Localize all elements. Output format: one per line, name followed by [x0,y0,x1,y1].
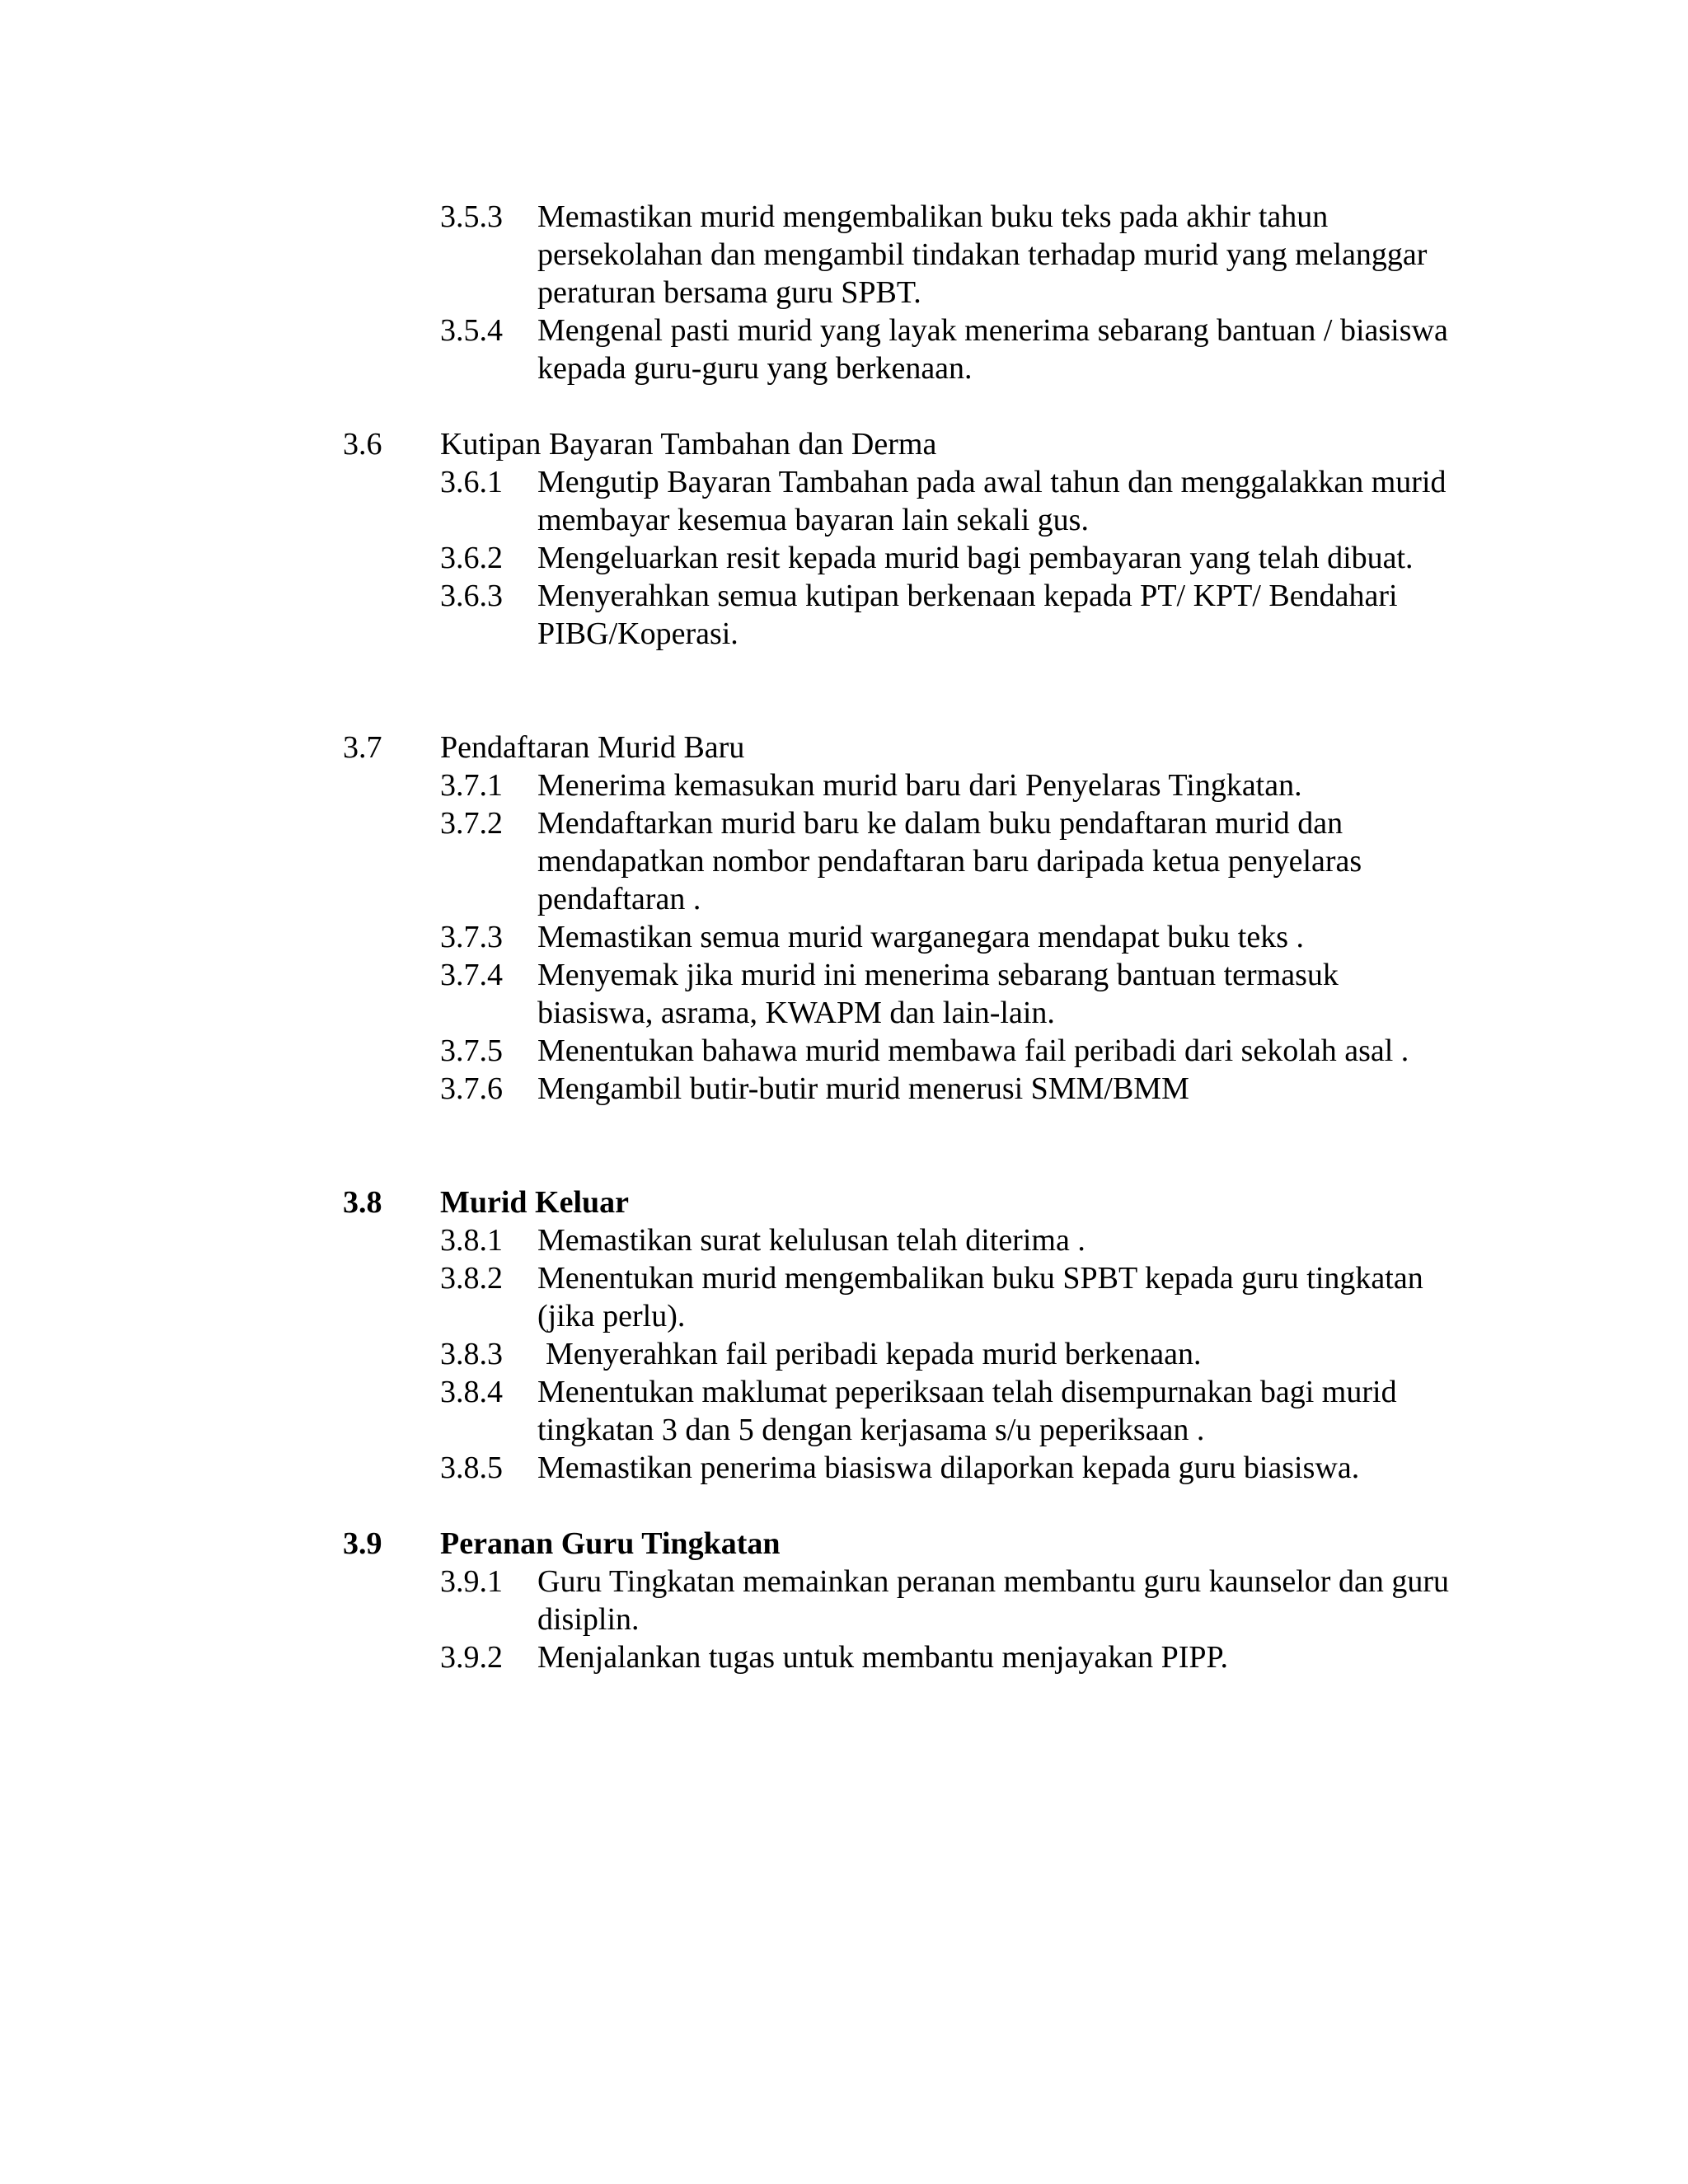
item-text: Mengenal pasti murid yang layak menerima sebarang bantuan / biasiswa kepada guru-guru yang berkenaan. [537,313,1448,386]
item-text: Memastikan murid mengembalikan buku teks pada akhir tahun persekolahan dan mengambil tindakan terhadap murid yang melanggar peraturan bersama guru SPBT. [537,199,1428,310]
item-number: 3.8.2 [440,1261,503,1296]
section-heading [343,425,1456,463]
section-heading [343,1525,1456,1563]
item-text: Menentukan bahawa murid membawa fail peribadi dari sekolah asal . [537,1033,1409,1068]
item-text: Menyerahkan fail peribadi kepada murid berkenaan. [546,1337,1202,1371]
item-number: 3.8.1 [440,1223,503,1258]
section-number: 3.9 [343,1526,382,1561]
section-number: 3.6 [343,427,382,462]
list-item-3-7-2 [440,804,1456,918]
item-number: 3.7.3 [440,920,503,954]
section-number: 3.8 [343,1185,382,1220]
item-number: 3.5.3 [440,199,503,234]
item-number: 3.8.3 [440,1337,503,1371]
item-text: Memastikan surat kelulusan telah diterima . [537,1223,1085,1258]
item-text: Mengambil butir-butir murid menerusi SMM/BMM [537,1071,1189,1106]
item-number: 3.9.2 [440,1640,503,1675]
list-item-3-9-2 [440,1638,1456,1676]
item-number: 3.8.4 [440,1375,503,1409]
list-item-3-8-2 [440,1259,1456,1335]
item-text: Memastikan penerima biasiswa dilaporkan kepada guru biasiswa. [537,1451,1360,1485]
item-text: Menentukan maklumat peperiksaan telah disempurnakan bagi murid tingkatan 3 dan 5 dengan kerjasama s/u peperiksaan . [537,1375,1397,1447]
document-page [343,198,1456,1676]
list-item-3-8-4 [440,1373,1456,1449]
item-text: Mengutip Bayaran Tambahan pada awal tahun dan menggalakkan murid membayar kesemua bayaran lain sekali gus. [537,465,1447,537]
item-text: Guru Tingkatan memainkan peranan membantu guru kaunselor dan guru disiplin. [537,1564,1449,1637]
item-number: 3.6.1 [440,465,503,499]
item-text: Menyemak jika murid ini menerima sebarang bantuan termasuk biasiswa, asrama, KWAPM dan lain-lain. [537,958,1339,1030]
item-number: 3.7.5 [440,1033,503,1068]
list-item-3-6-1 [440,463,1456,539]
section-3-9 [343,1525,1456,1563]
item-number: 3.7.6 [440,1071,503,1106]
list-item-3-7-5 [440,1032,1456,1070]
list-item-3-7-1 [440,766,1456,804]
item-number: 3.5.4 [440,313,503,348]
section-3-5-continued [343,198,1456,387]
item-number: 3.6.2 [440,541,503,575]
list-item-3-5-3 [440,198,1456,312]
section-title: Peranan Guru Tingkatan [440,1526,781,1561]
list-item-3-7-3 [440,918,1456,956]
section-heading [343,729,1456,766]
list-item-3-5-4 [440,312,1456,387]
section-3-8 [343,1183,1456,1221]
item-number: 3.8.5 [440,1451,503,1485]
item-text: Menjalankan tugas untuk membantu menjayakan PIPP. [537,1640,1228,1675]
section-title: Murid Keluar [440,1185,630,1220]
section-3-6 [343,425,1456,653]
item-number: 3.9.1 [440,1564,503,1599]
section-heading [343,1183,1456,1221]
section-number: 3.7 [343,730,382,765]
section-3-7 [343,729,1456,1108]
item-number: 3.6.3 [440,579,503,613]
item-text: Menerima kemasukan murid baru dari Penyelaras Tingkatan. [537,768,1302,803]
section-title: Kutipan Bayaran Tambahan dan Derma [440,427,937,462]
list-item-3-8-1 [440,1221,1456,1259]
list-item-3-8-3 [440,1335,1456,1373]
item-text: Menyerahkan semua kutipan berkenaan kepada PT/ KPT/ Bendahari PIBG/Koperasi. [537,579,1398,651]
list-item-3-6-3 [440,577,1456,653]
item-text: Menentukan murid mengembalikan buku SPBT kepada guru tingkatan (jika perlu). [537,1261,1423,1333]
section-title: Pendaftaran Murid Baru [440,730,745,765]
list-item-3-8-5 [440,1449,1456,1487]
item-number: 3.7.4 [440,958,503,992]
list-item-3-9-1 [440,1563,1456,1638]
list-item-3-7-4 [440,956,1456,1032]
item-text: Mendaftarkan murid baru ke dalam buku pendaftaran murid dan mendapatkan nombor pendaftaran baru daripada ketua penyelaras pendaftaran . [537,806,1362,916]
item-number: 3.7.1 [440,768,503,803]
item-text: Mengeluarkan resit kepada murid bagi pembayaran yang telah dibuat. [537,541,1414,575]
item-text: Memastikan semua murid warganegara mendapat buku teks . [537,920,1305,954]
list-item-3-7-6 [440,1070,1456,1108]
item-number: 3.7.2 [440,806,503,841]
list-item-3-6-2 [440,539,1456,577]
